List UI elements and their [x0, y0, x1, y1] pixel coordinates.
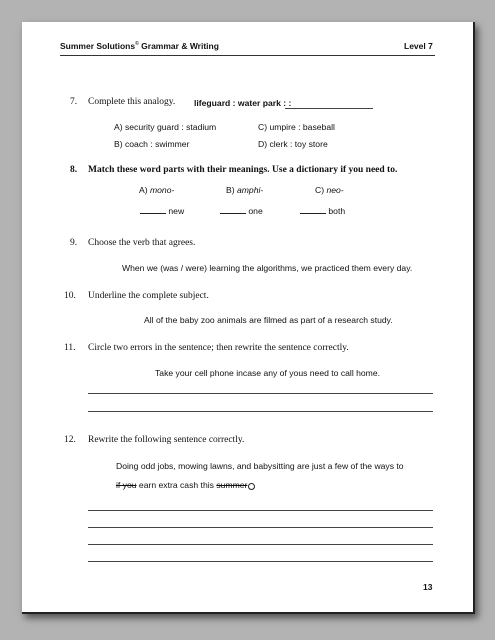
- q8-number: 8.: [70, 165, 78, 175]
- title-text: Summer Solutions: [60, 41, 136, 51]
- writing-line[interactable]: [88, 393, 433, 394]
- q12-sentence-line1[interactable]: Doing odd jobs, mowing lawns, and babysitting are just a few of the ways to: [116, 461, 404, 471]
- page-number: 13: [423, 582, 433, 592]
- option-text: umpire : baseball: [269, 122, 335, 132]
- part-text: amphi-: [236, 185, 264, 195]
- q7-number: 7.: [70, 97, 78, 107]
- q10-sentence[interactable]: All of the baby zoo animals are filmed as part of a research study.: [144, 315, 393, 325]
- writing-line[interactable]: [88, 544, 433, 545]
- q12-sentence-line2[interactable]: [116, 480, 255, 490]
- q8-prompt: Match these word parts with their meanings. Use a dictionary if you need to.: [88, 165, 398, 175]
- answer-blank[interactable]: [140, 213, 166, 214]
- q7-answer-line[interactable]: [285, 108, 373, 109]
- part-text: mono-: [149, 185, 175, 195]
- copyright-mark: ©: [135, 41, 139, 48]
- option-text: coach : swimmer: [124, 139, 190, 149]
- part-letter: A): [139, 185, 148, 195]
- writing-line[interactable]: [88, 510, 433, 511]
- part-text: neo-: [326, 185, 344, 195]
- answer-blank[interactable]: [220, 213, 246, 214]
- writing-line[interactable]: [88, 411, 433, 412]
- level-label: Level 7: [404, 41, 433, 51]
- part-letter: B): [226, 185, 235, 195]
- q8-meaning-1[interactable]: [140, 206, 184, 216]
- q8-part-a: [139, 185, 174, 195]
- meaning-text: both: [328, 206, 346, 216]
- q7-analogy: lifeguard : water park : :: [194, 98, 292, 108]
- q9-prompt: Choose the verb that agrees.: [88, 238, 196, 248]
- q12-prompt: Rewrite the following sentence correctly.: [88, 435, 245, 445]
- option-letter: D): [258, 139, 268, 149]
- worksheet-page: [22, 22, 475, 614]
- q11-sentence[interactable]: Take your cell phone incase any of yous need to call home.: [155, 368, 381, 378]
- sentence-text: earn extra cash this: [136, 480, 217, 490]
- q7-prompt: Complete this analogy.: [88, 97, 176, 107]
- q10-number: 10.: [64, 291, 76, 301]
- writing-line[interactable]: [88, 561, 433, 562]
- meaning-text: one: [248, 206, 263, 216]
- option-letter: A): [114, 122, 123, 132]
- q9-sentence[interactable]: When we (was / were) learning the algorithms, we practiced them every day.: [122, 263, 413, 273]
- q10-prompt: Underline the complete subject.: [88, 291, 209, 301]
- q8-meaning-3[interactable]: [300, 206, 345, 216]
- header-divider: [60, 55, 435, 56]
- period-circle-icon: [248, 483, 255, 490]
- part-letter: C): [315, 185, 325, 195]
- worksheet-title: [60, 41, 219, 51]
- option-text: security guard : stadium: [124, 122, 217, 132]
- q8-meaning-2[interactable]: [220, 206, 263, 216]
- meaning-text: new: [168, 206, 185, 216]
- q7-option-a[interactable]: [114, 122, 216, 132]
- q11-prompt: Circle two errors in the sentence; then rewrite the sentence correctly.: [88, 343, 349, 353]
- writing-line[interactable]: [88, 527, 433, 528]
- option-letter: C): [258, 122, 268, 132]
- q8-part-b: [226, 185, 263, 195]
- option-text: clerk : toy store: [269, 139, 328, 149]
- q7-option-c[interactable]: [258, 122, 335, 132]
- q8-part-c: [315, 185, 344, 195]
- option-letter: B): [114, 139, 123, 149]
- q9-number: 9.: [70, 238, 78, 248]
- q7-option-b[interactable]: [114, 139, 189, 149]
- q12-number: 12.: [64, 435, 76, 445]
- q11-number: 11.: [64, 343, 76, 353]
- struck-text: summer: [216, 480, 248, 490]
- title-subtext: Grammar & Writing: [141, 41, 219, 51]
- q7-option-d[interactable]: [258, 139, 328, 149]
- answer-blank[interactable]: [300, 213, 326, 214]
- struck-text: if you: [116, 480, 137, 490]
